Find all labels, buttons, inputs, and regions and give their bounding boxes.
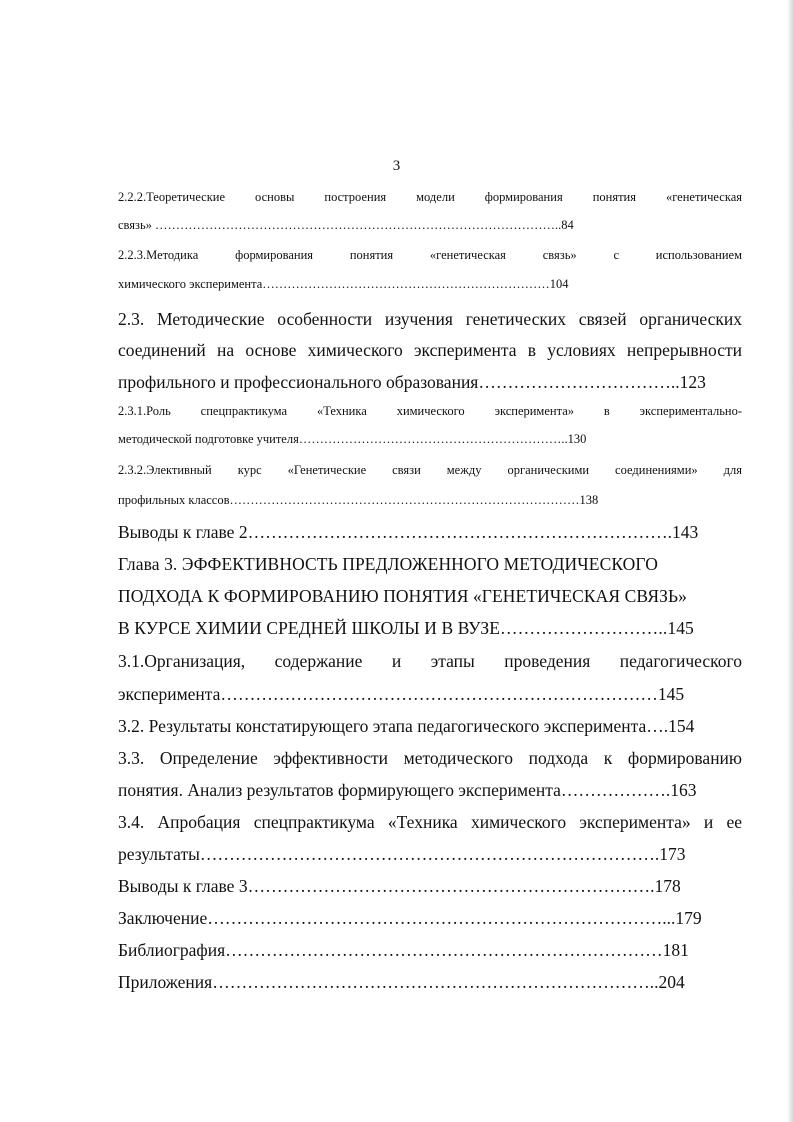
toc-entry: 2.3.1.Роль спецпрактикума «Техника химического эксперимента» в экспериментально-: [118, 404, 742, 418]
toc-entry: Библиография…………………………………………………………………181: [118, 940, 689, 960]
toc-entry: химического эксперимента……………………………………………………………104: [118, 277, 569, 291]
toc-entry: 3.1.Организация, содержание и этапы проведения педагогического: [118, 651, 742, 671]
toc-entry: 2.3.2.Элективный курс «Генетические связи между органическими соединениями» для: [118, 463, 742, 477]
toc-entry: 3.4. Апробация спецпрактикума «Техника химического эксперимента» и ее: [118, 812, 742, 832]
toc-entry: понятия. Анализ результатов формирующего эксперимента……………….163: [118, 780, 697, 800]
toc-entry: методической подготовке учителя………………………………………………………..130: [118, 432, 587, 446]
toc-entry: Глава 3. ЭФФЕКТИВНОСТЬ ПРЕДЛОЖЕННОГО МЕТОДИЧЕСКОГО: [118, 554, 658, 574]
toc-entry: профильного и профессионального образования……………………………..123: [118, 372, 706, 392]
toc-entry: Приложения…………………………………………………………………..204: [118, 972, 685, 992]
toc-entry: 3.3. Определение эффективности методического подхода к формированию: [118, 748, 742, 768]
page-number: 3: [392, 158, 401, 174]
scan-edge-shadow: [787, 0, 793, 1122]
toc-entry: результаты…………………………………………………………………….173: [118, 844, 686, 864]
toc-entry: В КУРСЕ ХИМИИ СРЕДНЕЙ ШКОЛЫ И В ВУЗЕ………………………..145: [118, 618, 694, 638]
toc-entry: Заключение……………………………………………………………………...179: [118, 908, 702, 928]
toc-entry: 2.2.2.Теоретические основы построения модели формирования понятия «генетическая: [118, 190, 742, 204]
toc-entry: Выводы к главе 2……………………………………………………………….143: [118, 522, 699, 542]
toc-entry: 3.2. Результаты констатирующего этапа педагогического эксперимента….154: [118, 716, 695, 736]
toc-entry: эксперимента…………………………………………………………………145: [118, 684, 685, 704]
toc-entry: соединений на основе химического эксперимента в условиях непрерывности: [118, 340, 742, 360]
toc-entry: ПОДХОДА К ФОРМИРОВАНИЮ ПОНЯТИЯ «ГЕНЕТИЧЕСКАЯ СВЯЗЬ»: [118, 586, 687, 606]
toc-entry: 2.2.3.Методика формирования понятия «генетическая связь» с использованием: [118, 248, 742, 262]
toc-entry: Выводы к главе 3…………………………………………………………….178: [118, 876, 681, 896]
toc-entry: 2.3. Методические особенности изучения генетических связей органических: [118, 309, 742, 329]
toc-entry: связь» ……………………………………………………………………………………..84: [118, 218, 574, 232]
toc-entry: профильных классов…………………………………………………………………………138: [118, 493, 599, 507]
